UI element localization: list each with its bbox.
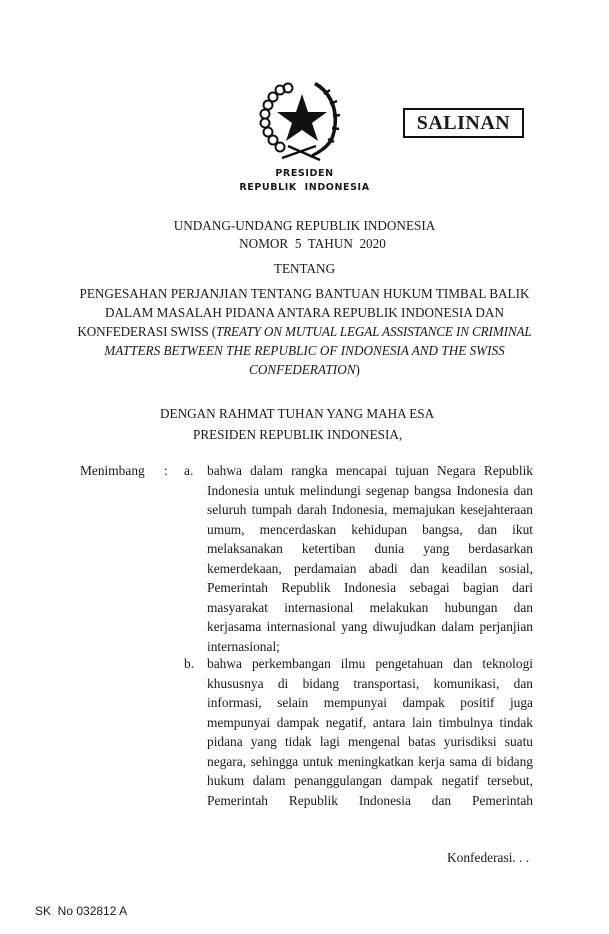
serial-number: SK No 032812 A	[35, 904, 128, 918]
law-number: NOMOR 5 TAHUN 2020	[239, 236, 386, 251]
law-about: TENTANG	[273, 261, 336, 276]
item-b-text: bahwa perkembangan ilmu pengetahuan dan teknologi khususnya di bidang transportasi, komunikasi, dan informasi, selain mempunyai dampak positif juga mempunyai dampak negatif, antara lain timbulnya tindak pidana yang tidak lagi mengenal batas yurisdiksi suatu negara, sehingga untuk meningkatkan kerja sama di bidang hukum dalam penanggulangan dampak negatif tersebut, Pemerintah Republik Indonesia dan Pemerintah	[207, 656, 533, 808]
item-a-text: bahwa dalam rangka mencapai tujuan Negara Republik Indonesia untuk melindungi segenap bangsa Indonesia dan seluruh tumpah darah Indonesia, memajukan kesejahteraan umum, mencerdaskan kehidupan bangsa, dan ikut melaksanakan ketertiban dunia yang berdasarkan kemerdekaan, perdamaian abadi dan keadilan sosial, Pemerintah Republik Indonesia sebagai bagian dari masyarakat internasional melakukan hubungan dan kerjasama internasional yang diwujudkan dalam perjanjian internasional;	[207, 463, 533, 654]
garuda-star-emblem	[254, 74, 350, 166]
item-a-marker: a.	[184, 463, 194, 478]
law-type: UNDANG-UNDANG REPUBLIK INDONESIA	[173, 218, 436, 233]
law-title-line-3: KONFEDERASI SWISS (TREATY ON MUTUAL LEGAL ASSISTANCE IN CRIMINAL	[77, 324, 532, 339]
continuation-marker: Konfederasi. . .	[447, 850, 530, 865]
law-title-line-4: MATTERS BETWEEN THE REPUBLIC OF INDONESIA AND THE SWISS	[104, 343, 505, 358]
law-title-line-1: PENGESAHAN PERJANJIAN TENTANG BANTUAN HUKUM TIMBAL BALIK	[79, 286, 530, 301]
law-title-line-2: DALAM MASALAH PIDANA ANTARA REPUBLIK INDONESIA DAN	[105, 305, 504, 320]
item-b-marker: b.	[184, 656, 195, 671]
office-line-president: PRESIDEN	[275, 168, 334, 179]
issuer-line: PRESIDEN REPUBLIK INDONESIA,	[193, 427, 403, 442]
considering-colon: :	[164, 463, 168, 478]
salinan-stamp: SALINAN	[403, 108, 524, 138]
blessing-line: DENGAN RAHMAT TUHAN YANG MAHA ESA	[160, 406, 435, 421]
office-line-republic: REPUBLIK INDONESIA	[239, 182, 370, 193]
considering-label: Menimbang	[80, 463, 145, 478]
law-title-line-5: CONFEDERATION)	[249, 362, 360, 377]
